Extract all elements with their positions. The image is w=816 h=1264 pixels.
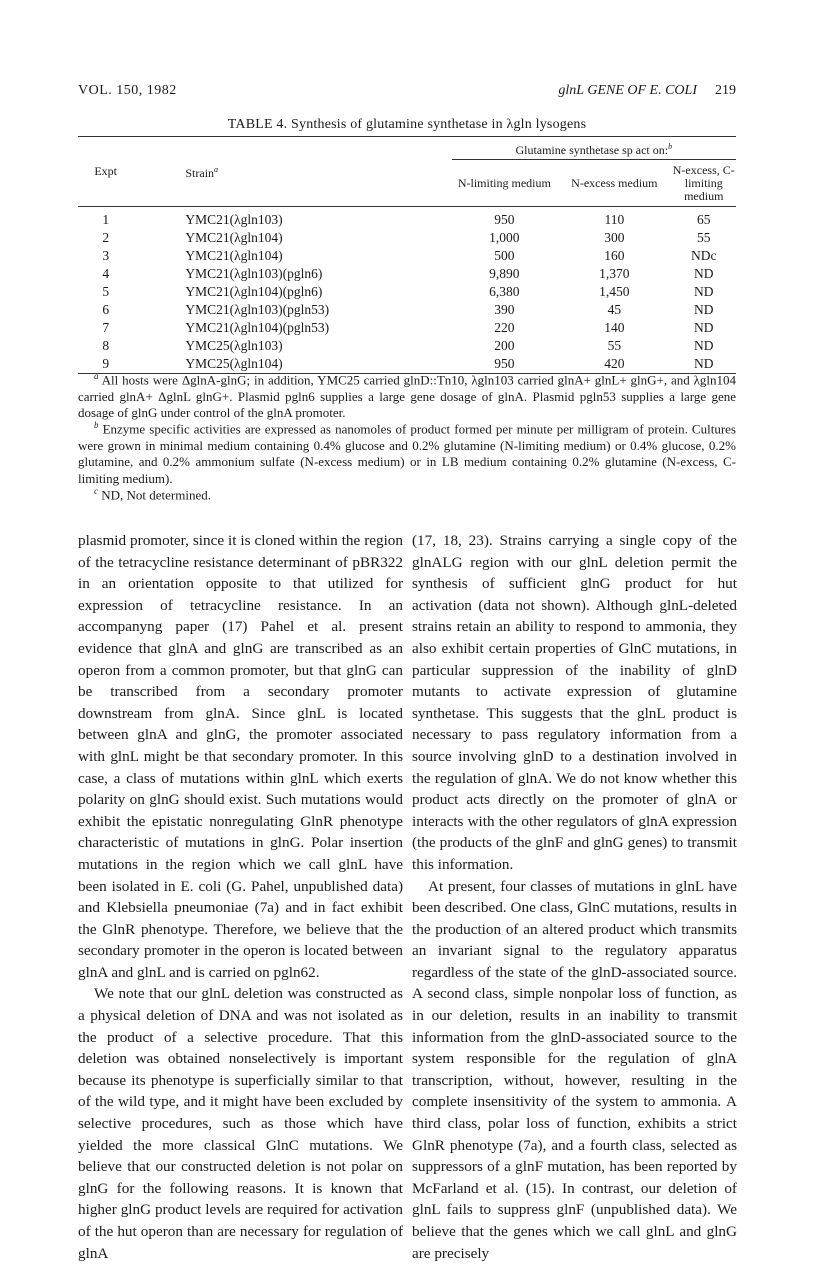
cell-n-limiting: 200 — [452, 337, 558, 355]
cell-expt: 6 — [78, 301, 133, 319]
cell-strain: YMC25(λgln103) — [133, 337, 451, 355]
table-row — [78, 229, 736, 247]
cell-n-excess: 140 — [557, 319, 671, 337]
footnote-mark: c — [94, 486, 98, 496]
cell-n-excess: 300 — [557, 229, 671, 247]
cell-n-limiting: 1,000 — [452, 229, 558, 247]
footnote-mark: a — [94, 371, 99, 381]
table-row — [78, 337, 736, 355]
col-header-expt: Expt — [78, 137, 133, 207]
cell-n-limiting: 6,380 — [452, 283, 558, 301]
cell-expt: 7 — [78, 319, 133, 337]
cell-n-excess-c-limiting: ND — [672, 319, 736, 337]
cell-n-limiting: 950 — [452, 207, 558, 230]
data-table — [78, 136, 736, 374]
cell-expt: 4 — [78, 265, 133, 283]
cell-n-limiting: 390 — [452, 301, 558, 319]
cell-expt: 3 — [78, 247, 133, 265]
cell-expt: 5 — [78, 283, 133, 301]
body-paragraph: At present, four classes of mutations in glnL have been described. One class, GlnC mutations, results in the production of an altered product which transmits an invariant signal to the regulatory apparatus regardless of the state of the glnD-associated source. A second class, simple nonpolar loss of function, as in our deletion, results in an inability to transmit information from the glnD-associated source to the system responsible for the regulation of glnA transcription, without, however, resulting in the complete insensitivity of the system to ammonia. A third class, polar loss of function, exhibits a strict GlnR phenotype (7a), and a fourth class, selected as suppressors of a glnF mutation, has been reported by McFarland et al. (15). In contrast, our deletion of glnL fails to suppress glnF (unpublished data). We believe that the genes which we call glnL and glnG are precisely — [412, 876, 737, 1264]
table-row — [78, 301, 736, 319]
cell-strain: YMC21(λgln103)(pgln6) — [133, 265, 451, 283]
cell-n-limiting: 9,890 — [452, 265, 558, 283]
cell-n-excess: 1,370 — [557, 265, 671, 283]
journal-volume: VOL. 150, 1982 — [78, 83, 177, 99]
cell-strain: YMC25(λgln104) — [133, 355, 451, 374]
cell-n-excess-c-limiting: 65 — [672, 207, 736, 230]
cell-strain: YMC21(λgln104)(pgln6) — [133, 283, 451, 301]
cell-expt: 8 — [78, 337, 133, 355]
footnote-text: All hosts were ΔglnA-glnG; in addition, YMC25 carried glnD::Tn10, λgln103 carried glnA+ glnL+ glnG+, and λgln104 carried glnA+ ΔglnL glnG+. Plasmid pgln6 supplies a large gene dosage of glnA. Plasmid pgln53 supplies a large gene dosage of glnG under control of the glnA promoter. — [78, 372, 736, 420]
cell-n-excess-c-limiting: ND — [672, 355, 736, 374]
cell-expt: 2 — [78, 229, 133, 247]
table-row — [78, 247, 736, 265]
body-column-left — [78, 530, 403, 1264]
footnote-a — [78, 368, 736, 422]
body-paragraph: We note that our glnL deletion was constructed as a physical deletion of DNA and was not isolated as the product of a selective procedure. That this deletion was obtained nonselectively is important because its phenotype is superficially similar to that of the wild type, and it might have been excluded by selective procedures, such as those which have yielded the more classical GlnC mutations. We believe that our constructed deletion is not polar on glnG for the following reasons. It is known that higher glnG product levels are required for activation of the hut operon than are necessary for regulation of glnA — [78, 983, 403, 1264]
cell-strain: YMC21(λgln103) — [133, 207, 451, 230]
cell-n-excess: 160 — [557, 247, 671, 265]
cell-n-excess-c-limiting: ND — [672, 265, 736, 283]
cell-n-excess: 55 — [557, 337, 671, 355]
body-paragraph: (17, 18, 23). Strains carrying a single copy of the glnALG region with our glnL deletion permit the synthesis of sufficient glnG product for hut activation (data not shown). Although glnL-deleted strains retain an ability to respond to ammonia, they also exhibit certain properties of GlnC mutations, in particular suppression of the inability of glnD mutants to activate expression of glutamine synthetase. This suggests that the glnL product is necessary to pass regulatory information from a source involving glnD to a destination involved in the regulation of glnA. We do not know whether this product acts directly on the promoter of glnA or interacts with the other regulators of glnA expression (the products of the glnF and glnG genes) to transmit this information. — [412, 530, 737, 876]
cell-n-excess: 420 — [557, 355, 671, 374]
footnote-mark: b — [94, 420, 99, 430]
col-header-n-limiting: N-limiting medium — [452, 160, 558, 207]
cell-n-excess-c-limiting: ND — [672, 337, 736, 355]
table-row — [78, 283, 736, 301]
cell-n-excess-c-limiting: NDc — [672, 247, 736, 265]
cell-n-limiting: 950 — [452, 355, 558, 374]
cell-n-excess-c-limiting: 55 — [672, 229, 736, 247]
cell-expt: 1 — [78, 207, 133, 230]
body-paragraph: plasmid promoter, since it is cloned within the region of the tetracycline resistance determinant of pBR322 in an orientation opposite to that utilized for expression of tetracycline resistance. In an accompanyng paper (17) Pahel et al. present evidence that glnA and glnG are transcribed as an operon from a common promoter, but that glnG can be transcribed from a secondary promoter downstream from glnA. Since glnL is located between glnA and glnG, the promoter associated with glnL might be that secondary promoter. In this case, a class of mutations within glnL which exerts polarity on glnG should exist. Such mutations would exhibit the epistatic nonregulating GlnR phenotype characteristic of mutations in glnG. Polar insertion mutations in the region which we call glnL have been isolated in E. coli (G. Pahel, unpublished data) and Klebsiella pneumoniae (7a) and in fact exhibit the GlnR phenotype. Therefore, we believe that the secondary promoter in the operon is located between glnA and glnL and is carried on pgln62. — [78, 530, 403, 983]
table-row — [78, 265, 736, 283]
footnote-text: Enzyme specific activities are expressed as nanomoles of product formed per minute per milligram of protein. Cultures were grown in minimal medium containing 0.4% glucose and 0.2% glutamine (N-limiting medium) or 0.4% glucose, 0.2% glutamine, and 0.2% ammonium sulfate (N-excess medium) or in LB medium containing 0.2% glutamine (N-excess, C-limiting medium). — [78, 421, 736, 486]
cell-strain: YMC21(λgln104) — [133, 247, 451, 265]
running-title: glnL GENE OF E. COLI — [558, 83, 697, 98]
cell-expt: 9 — [78, 355, 133, 374]
page-number: 219 — [715, 83, 736, 98]
table-row — [78, 319, 736, 337]
cell-n-limiting: 220 — [452, 319, 558, 337]
cell-n-excess-c-limiting: ND — [672, 301, 736, 319]
footnote-text: ND, Not determined. — [98, 487, 211, 502]
table-title: TABLE 4. Synthesis of glutamine synthetase in λgln lysogens — [78, 117, 736, 133]
body-column-right — [412, 530, 737, 1264]
cell-n-limiting: 500 — [452, 247, 558, 265]
table-row — [78, 207, 736, 230]
col-header-strain: Strain$^a$ — [133, 137, 451, 207]
col-header-group: Glutamine synthetase sp act on:$^b$ — [452, 137, 736, 160]
footnote-c — [78, 483, 736, 504]
col-header-n-excess-c-limiting: N-excess, C-limiting medium — [672, 160, 736, 207]
cell-n-excess-c-limiting: ND — [672, 283, 736, 301]
running-head — [558, 83, 736, 99]
cell-strain: YMC21(λgln104)(pgln53) — [133, 319, 451, 337]
page-header — [78, 83, 736, 105]
cell-strain: YMC21(λgln104) — [133, 229, 451, 247]
cell-n-excess: 1,450 — [557, 283, 671, 301]
cell-n-excess: 45 — [557, 301, 671, 319]
col-header-n-excess: N-excess medium — [557, 160, 671, 207]
cell-strain: YMC21(λgln103)(pgln53) — [133, 301, 451, 319]
footnote-b — [78, 417, 736, 487]
cell-n-excess: 110 — [557, 207, 671, 230]
